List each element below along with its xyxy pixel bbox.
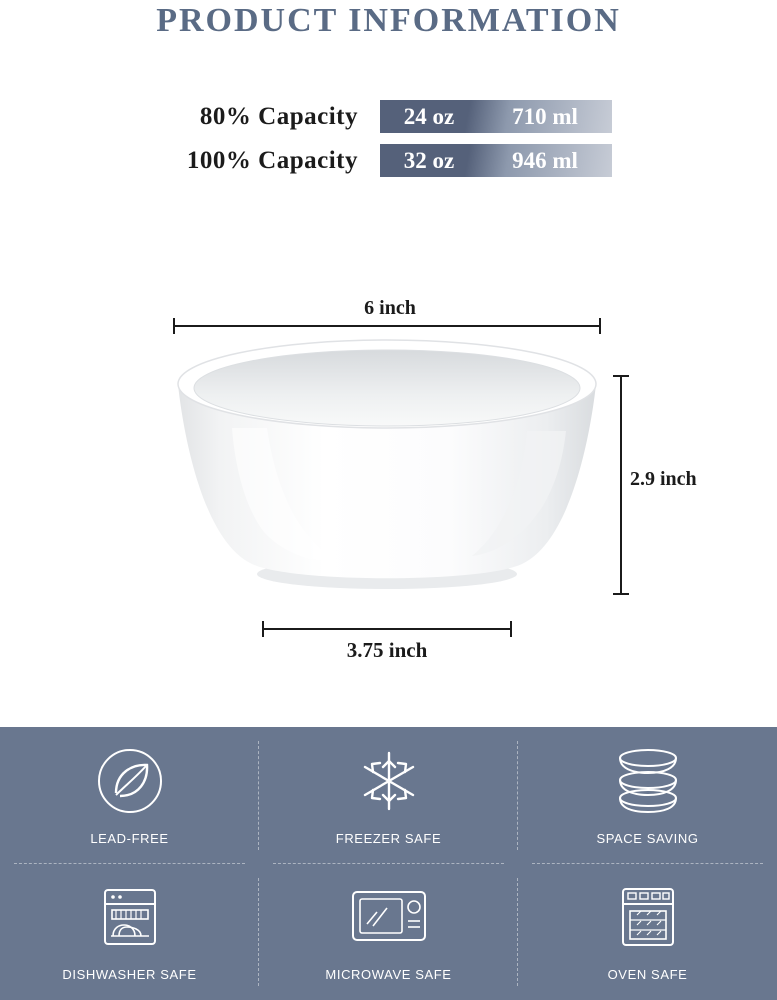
feature-label: DISHWASHER SAFE bbox=[62, 967, 197, 983]
feature-microwave-safe bbox=[259, 864, 518, 1000]
feature-label: MICROWAVE SAFE bbox=[325, 967, 452, 983]
feature-label: SPACE SAVING bbox=[596, 830, 699, 846]
dimension-width-line bbox=[173, 325, 601, 327]
capacity-row bbox=[0, 100, 777, 133]
dishwasher-icon bbox=[97, 881, 163, 953]
capacity-ml: 946 ml bbox=[512, 147, 578, 173]
dimension-base-line bbox=[262, 628, 512, 630]
product-image bbox=[172, 336, 602, 596]
page-title: PRODUCT INFORMATION bbox=[156, 2, 621, 39]
capacity-values bbox=[380, 144, 612, 177]
capacity-block bbox=[0, 100, 777, 188]
capacity-label: 80% Capacity bbox=[199, 102, 358, 130]
microwave-icon bbox=[349, 881, 429, 953]
feature-dishwasher-safe bbox=[0, 864, 259, 1000]
feature-lead-free bbox=[0, 727, 259, 864]
capacity-oz: 32 oz bbox=[403, 147, 455, 173]
oven-icon bbox=[615, 881, 681, 953]
feature-label: LEAD-FREE bbox=[90, 830, 169, 846]
dimension-height-label: 2.9 inch bbox=[630, 468, 697, 490]
feature-space-saving bbox=[518, 727, 777, 864]
feature-label: FREEZER SAFE bbox=[335, 830, 442, 846]
capacity-label: 100% Capacity bbox=[186, 146, 358, 174]
dimension-width-label: 6 inch bbox=[364, 297, 416, 319]
capacity-row bbox=[0, 144, 777, 177]
capacity-oz: 24 oz bbox=[403, 103, 455, 129]
dimension-height-line bbox=[620, 375, 622, 595]
dimension-base-label: 3.75 inch bbox=[346, 638, 428, 662]
features-panel bbox=[0, 727, 777, 1000]
capacity-values bbox=[380, 100, 612, 133]
stacked-bowls-icon bbox=[606, 745, 690, 817]
snowflake-icon bbox=[356, 745, 422, 817]
feature-oven-safe bbox=[518, 864, 777, 1000]
capacity-ml: 710 ml bbox=[512, 103, 578, 129]
feature-freezer-safe bbox=[259, 727, 518, 864]
leaf-icon bbox=[94, 745, 166, 817]
feature-label: OVEN SAFE bbox=[607, 967, 688, 983]
